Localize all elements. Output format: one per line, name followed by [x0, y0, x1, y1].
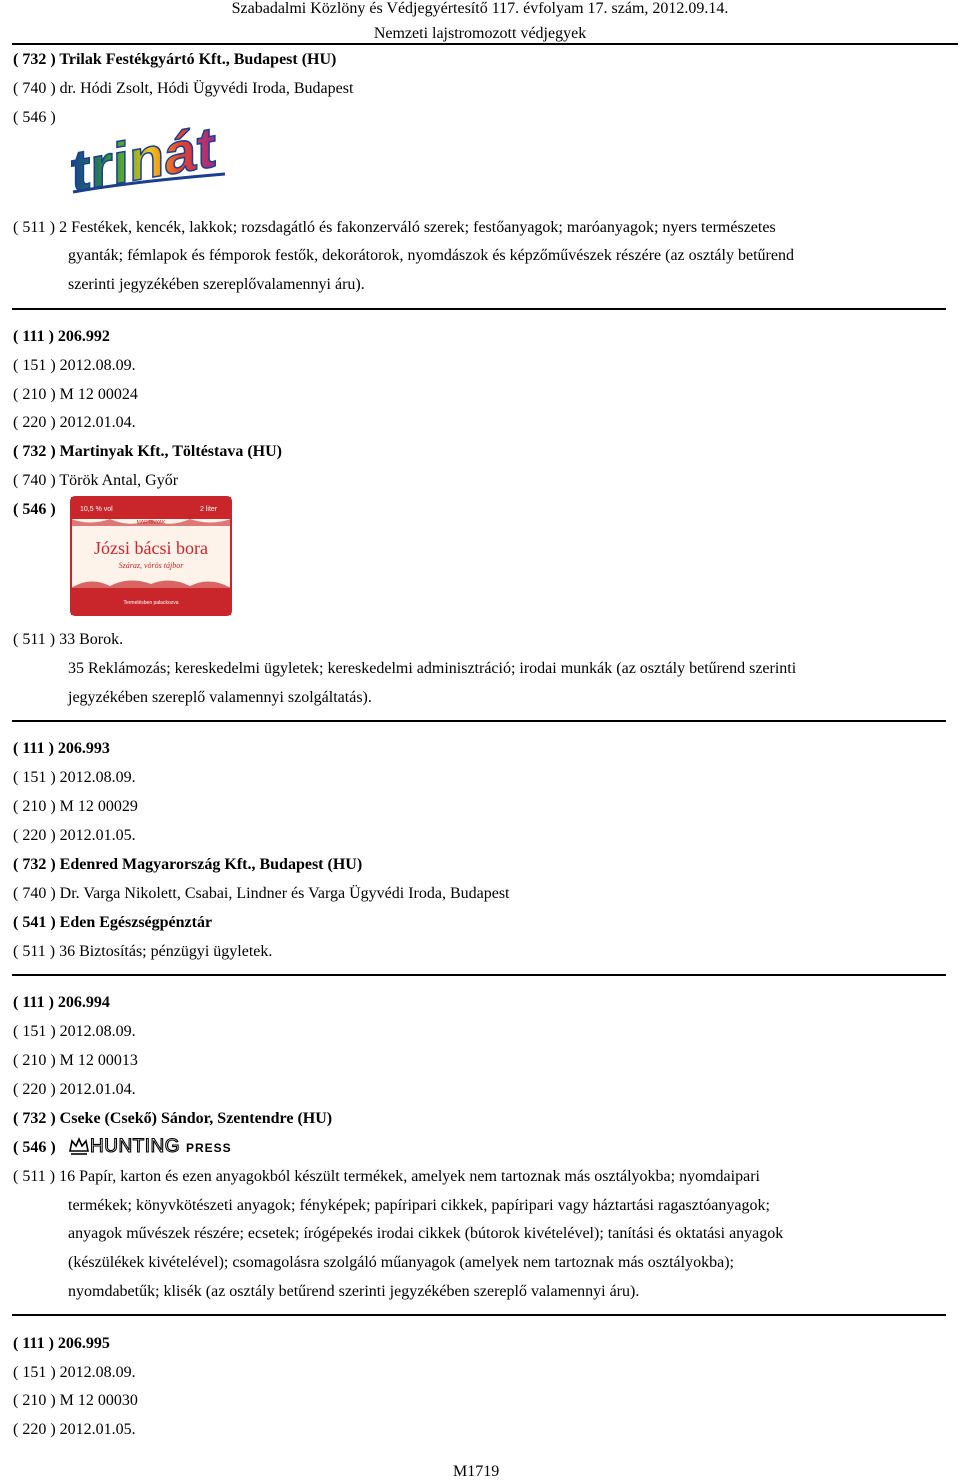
filing-date: ( 220 ) 2012.01.05. [13, 827, 136, 844]
entry-divider [12, 308, 946, 310]
mark-code: ( 546 ) [13, 109, 56, 126]
registration-number: ( 111 ) 206.993 [13, 740, 110, 757]
hunting-press-logo [68, 1133, 236, 1159]
label-brand: MARTINYAK [136, 520, 166, 526]
application-number: ( 210 ) M 12 00030 [13, 1392, 138, 1409]
filing-date: ( 220 ) 2012.01.05. [13, 1421, 136, 1438]
page-number: M1719 [453, 1463, 500, 1480]
word-mark: ( 541 ) Eden Egészségpénztár [13, 914, 213, 931]
goods-line: ( 511 ) 2 Festékek, kencék, lakkok; rozsdagátló és fakonzerváló szerek; festőanyagok; maróanyagok; nyers természetes [13, 219, 776, 236]
trinat-logo [69, 104, 229, 202]
holder: ( 732 ) Trilak Festékgyártó Kft., Budapest (HU) [13, 51, 337, 68]
logo-word-press: PRESS [186, 1141, 232, 1155]
goods-line: nyomdabetűk; klisék (az osztály betűrend szerinti jegyzékében szereplő valamennyi áru). [68, 1283, 640, 1300]
registration-number: ( 111 ) 206.992 [13, 328, 110, 345]
journal-title: Szabadalmi Közlöny és Védjegyértesítő 117. évfolyam 17. szám, 2012.09.14. [231, 0, 729, 17]
goods-line: ( 511 ) 36 Biztosítás; pénzügyi ügyletek. [13, 943, 273, 960]
label-bottom: Termelésben palackozva [123, 600, 179, 606]
application-number: ( 210 ) M 12 00013 [13, 1052, 138, 1069]
holder: ( 732 ) Cseke (Csekő) Sándor, Szentendre (HU) [13, 1110, 333, 1127]
registration-date: ( 151 ) 2012.08.09. [13, 357, 136, 374]
holder: ( 732 ) Edenred Magyarország Kft., Budapest (HU) [13, 856, 363, 873]
holder: ( 732 ) Martinyak Kft., Töltéstava (HU) [13, 443, 282, 460]
header-divider [12, 43, 958, 45]
section-title: Nemzeti lajstromozott védjegyek [373, 25, 587, 42]
goods-line: gyanták; fémlapok és fémporok festők, dekorátorok, nyomdászok és képzőművészek részére (az osztály betűrend [68, 247, 794, 264]
label-volume: 2 liter [200, 506, 218, 513]
registration-number: ( 111 ) 206.994 [13, 994, 110, 1011]
goods-line: ( 511 ) 33 Borok. [13, 631, 124, 648]
crown-icon [70, 1139, 88, 1154]
filing-date: ( 220 ) 2012.01.04. [13, 414, 136, 431]
goods-line: 35 Reklámozás; kereskedelmi ügyletek; kereskedelmi adminisztráció; irodai munkák (az osztály betűrend szerinti [68, 660, 797, 677]
goods-line: (készülékek kivételével); csomagolásra szolgáló műanyagok (amelyek nem tartoznak más osztályokba); [68, 1254, 734, 1271]
filing-date: ( 220 ) 2012.01.04. [13, 1081, 136, 1098]
application-number: ( 210 ) M 12 00029 [13, 798, 138, 815]
goods-line: szerinti jegyzékében szereplővalamennyi áru). [68, 276, 365, 293]
application-number: ( 210 ) M 12 00024 [13, 386, 138, 403]
goods-line: ( 511 ) 16 Papír, karton és ezen anyagokból készült termékek, amelyek nem tartoznak más osztályokba; nyomdaipari [13, 1168, 760, 1185]
mark-code: ( 546 ) [13, 501, 56, 518]
registration-date: ( 151 ) 2012.08.09. [13, 1364, 136, 1381]
registration-date: ( 151 ) 2012.08.09. [13, 1023, 136, 1040]
mark-code: ( 546 ) [13, 1139, 56, 1156]
logo-word-hunting: HUNTING [90, 1136, 181, 1157]
registration-date: ( 151 ) 2012.08.09. [13, 769, 136, 786]
label-name: Józsi bácsi bora [94, 538, 208, 558]
representative: ( 740 ) Dr. Varga Nikolett, Csabai, Lindner és Varga Ügyvédi Iroda, Budapest [13, 885, 510, 902]
entry-divider [12, 974, 946, 976]
entry-divider [12, 1314, 946, 1316]
wine-label-logo [70, 496, 232, 616]
goods-line: jegyzékében szereplő valamennyi szolgáltatás). [68, 689, 372, 706]
goods-line: anyagok művészek részére; ecsetek; írógépekés irodai cikkek (bútorok kivételével); tanítási és oktatási anyagok [68, 1225, 784, 1242]
representative: ( 740 ) Török Antal, Győr [13, 472, 179, 489]
label-abv: 10,5 % vol [80, 506, 113, 513]
logo-text: trinát [71, 114, 216, 202]
registration-number: ( 111 ) 206.995 [13, 1335, 110, 1352]
label-sub: Száraz, vörös tájbor [118, 561, 184, 570]
representative: ( 740 ) dr. Hódi Zsolt, Hódi Ügyvédi Iroda, Budapest [13, 80, 354, 97]
goods-line: termékek; könyvkötészeti anyagok; fényképek; papíripari cikkek, papíripari vagy háztartási ragasztóanyagok; [68, 1197, 770, 1214]
entry-divider [12, 720, 946, 722]
